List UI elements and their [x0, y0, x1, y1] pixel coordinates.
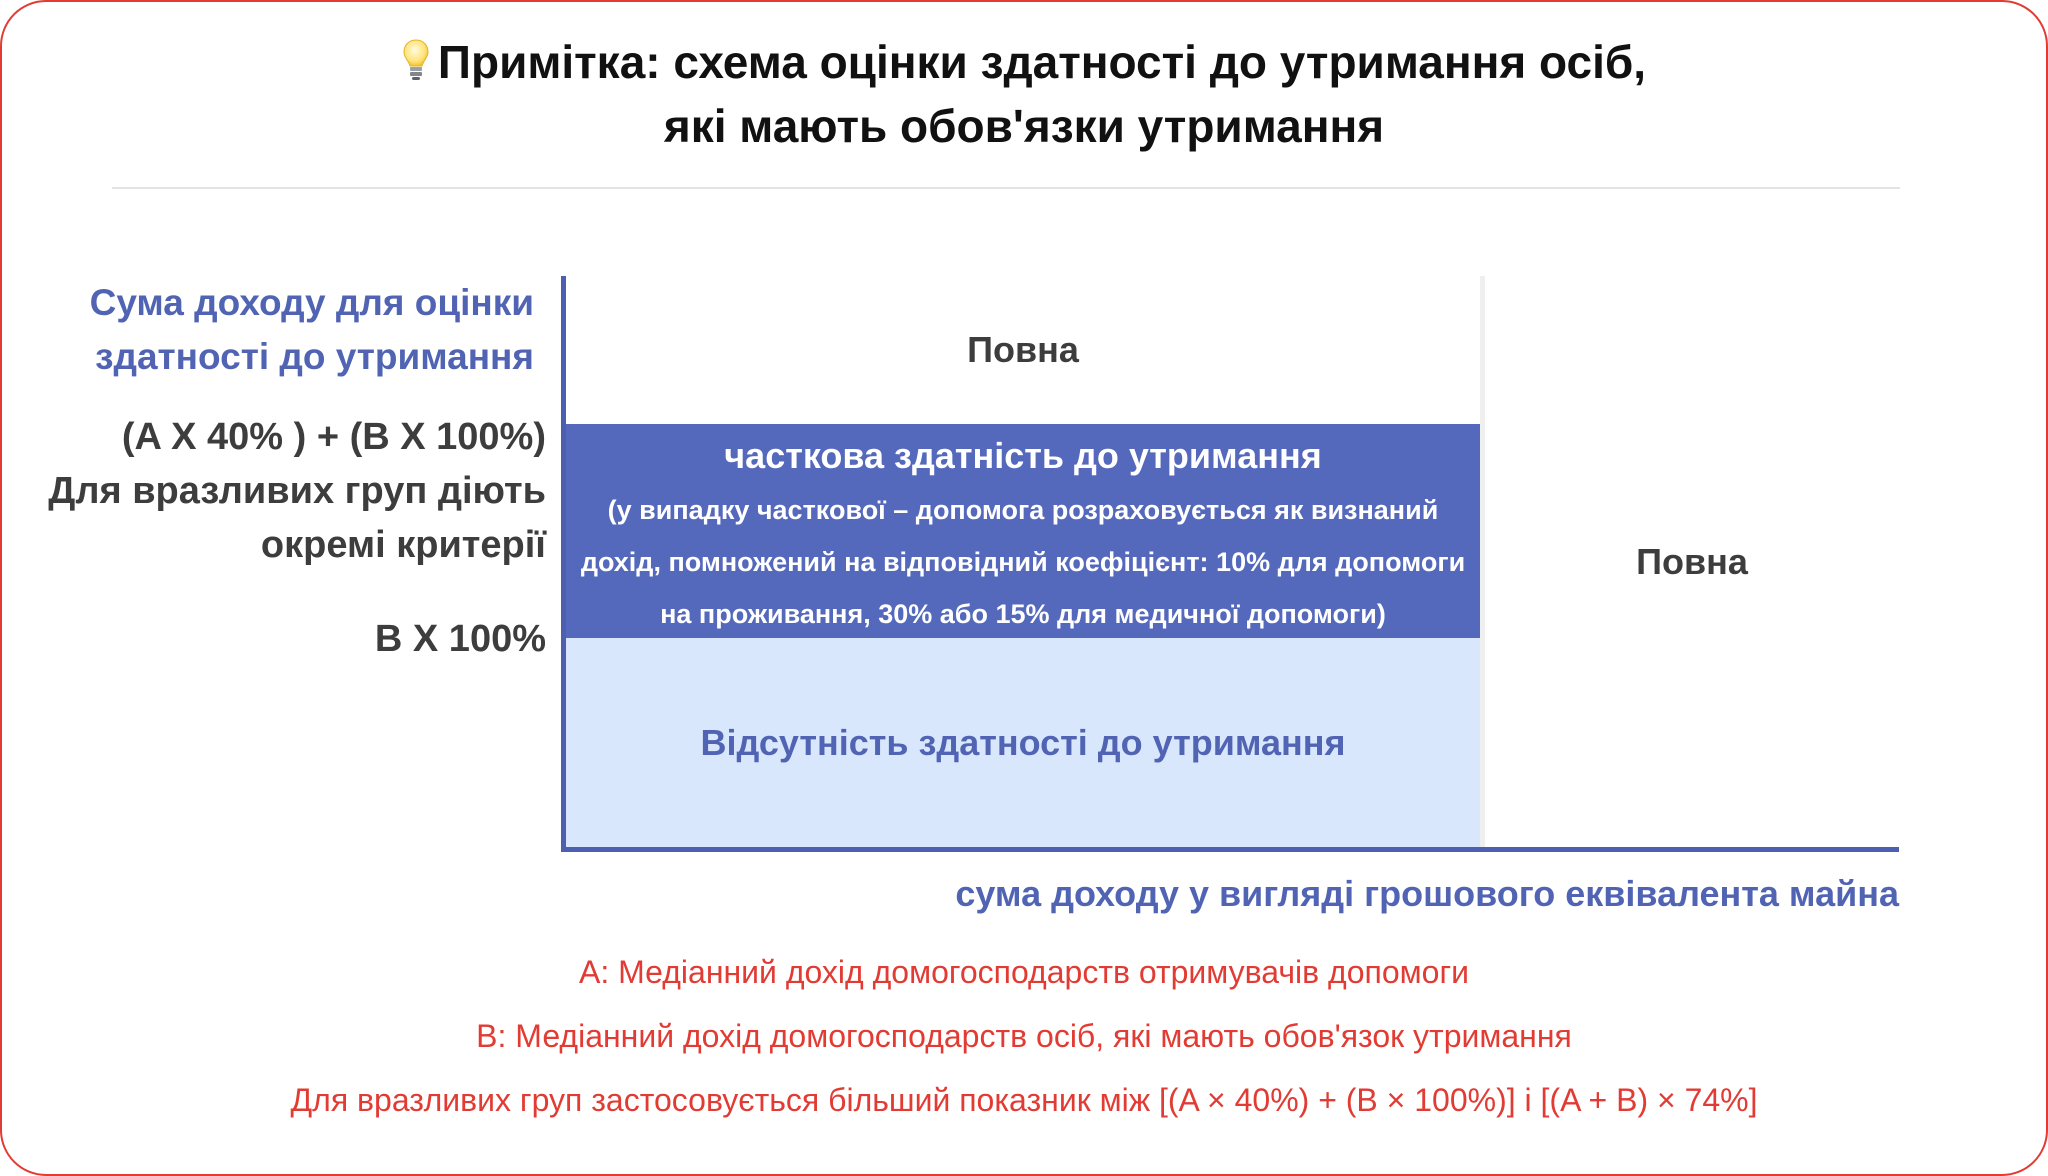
- upper-threshold-label: [40, 410, 546, 572]
- y-axis-title: [60, 276, 534, 384]
- zone-partial-desc-line-1: (у випадку часткової – допомога розраховується як визнаний: [607, 495, 1439, 525]
- title-line-1: Примітка: схема оцінки здатності до утримання осіб,: [437, 36, 1647, 88]
- lower-threshold-label: B X 100%: [374, 618, 546, 660]
- zone-partial-desc-line-2: дохід, помножений на відповідний коефіцієнт: 10% для допомоги: [580, 547, 1466, 577]
- zone-full-top-label: Повна: [967, 329, 1079, 370]
- zone-no-capacity: [566, 638, 1480, 847]
- zone-full-capacity-right: [1485, 276, 1899, 847]
- zone-none-label: Відсутність здатності до утримання: [700, 721, 1346, 763]
- zone-partial-capacity: [566, 424, 1480, 638]
- zone-full-capacity-top: [566, 276, 1480, 424]
- upper-threshold-formula: (A X 40% ) + (B X 100%): [121, 416, 546, 458]
- lightbulb-icon: [402, 34, 430, 78]
- zone-partial-desc-line-3: на проживання, 30% або 15% для медичної допомоги): [660, 599, 1386, 629]
- note-vulnerable-groups: Для вразливих груп застосовується більший показник між [(A × 40%) + (B × 100%)] і [(A + B) × 74%]: [290, 1082, 1758, 1118]
- note-b: B: Медіанний дохід домогосподарств осіб, які мають обов'язок утримання: [476, 1018, 1572, 1054]
- vulnerable-note-line-2: окремі критерії: [260, 524, 546, 566]
- y-axis-line: [561, 276, 566, 852]
- y-axis-title-line-1: Сума доходу для оцінки: [89, 282, 534, 323]
- title-line-2: які мають обов'язки утримання: [663, 100, 1385, 152]
- y-axis-title-line-2: здатності до утримання: [95, 336, 534, 377]
- note-a: A: Медіанний дохід домогосподарств отримувачів допомоги: [579, 954, 1469, 990]
- x-axis-line: [561, 847, 1899, 852]
- vulnerable-note-line-1: Для вразливих груп діють: [48, 470, 546, 512]
- title-divider: [112, 187, 1900, 189]
- zone-partial-heading: часткова здатність до утримання: [724, 435, 1322, 476]
- x-axis-title: сума доходу у вигляді грошового еквівалента майна: [955, 873, 1899, 914]
- diagram-title: [0, 30, 2048, 158]
- zone-full-right-label: Повна: [1636, 540, 1748, 582]
